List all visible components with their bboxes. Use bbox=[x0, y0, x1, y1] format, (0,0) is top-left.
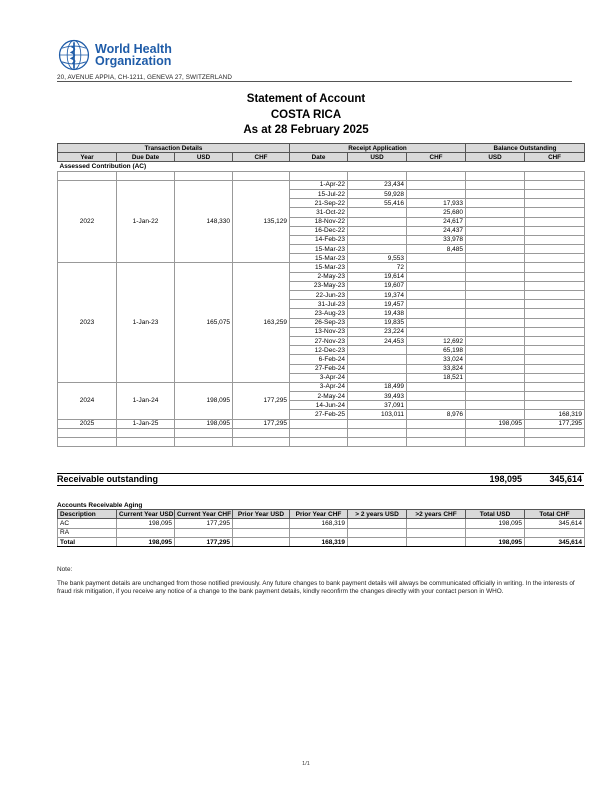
empty-cell bbox=[466, 392, 525, 401]
empty-cell bbox=[466, 281, 525, 290]
receipt-usd-cell: 19,374 bbox=[348, 291, 407, 300]
empty-cell bbox=[466, 245, 525, 254]
statement-title: Statement of Account bbox=[246, 93, 366, 105]
aging-cell: RA bbox=[58, 528, 117, 537]
receipt-chf-cell: 33,824 bbox=[407, 364, 466, 373]
empty-cell bbox=[525, 199, 585, 208]
receipt-chf-cell bbox=[407, 327, 466, 336]
receipt-usd-cell: 19,835 bbox=[348, 318, 407, 327]
balance-outstanding-header: Balance Outstanding bbox=[466, 144, 585, 153]
empty-cell bbox=[525, 263, 585, 272]
aging-total-row bbox=[58, 537, 585, 546]
empty-cell bbox=[525, 428, 585, 437]
note-text: The bank payment details are unchanged from those notified previously. Any future changes to bank payment details will always be communicated officially in writing. In the interests of fraud risk mitigation, if you receive any notice of a change to the bank payment details, kindly reconfirm the changes directly with your contact person in WHO. bbox=[57, 579, 575, 596]
receipt-date-cell: 18-Nov-22 bbox=[290, 217, 348, 226]
receipt-usd-cell: 18,499 bbox=[348, 382, 407, 391]
empty-cell bbox=[525, 189, 585, 198]
empty-cell bbox=[466, 382, 525, 391]
receipt-date-cell: 2-May-24 bbox=[290, 392, 348, 401]
balance-usd-cell bbox=[466, 254, 525, 263]
empty-cell bbox=[466, 318, 525, 327]
receipt-usd-cell: 72 bbox=[348, 263, 407, 272]
aging-title: Accounts Receivable Aging bbox=[57, 502, 143, 509]
empty-cell bbox=[525, 208, 585, 217]
empty-cell bbox=[466, 208, 525, 217]
aging-cell bbox=[117, 528, 175, 537]
receipt-date-cell: 16-Dec-22 bbox=[290, 226, 348, 235]
receipt-usd-cell: 19,438 bbox=[348, 309, 407, 318]
receipt-date-cell: 31-Oct-22 bbox=[290, 208, 348, 217]
col-header: USD bbox=[348, 153, 407, 162]
receipt-date-cell: 31-Jul-23 bbox=[290, 300, 348, 309]
empty-cell bbox=[525, 245, 585, 254]
empty-cell bbox=[290, 171, 348, 180]
spacer-row bbox=[58, 428, 585, 437]
receipt-usd-cell: 9,553 bbox=[348, 254, 407, 263]
empty-cell bbox=[525, 300, 585, 309]
table-row bbox=[58, 180, 585, 189]
country-name: COSTA RICA bbox=[270, 108, 342, 121]
empty-cell bbox=[525, 217, 585, 226]
note-block bbox=[57, 566, 583, 597]
due-date-cell: 1-Jan-22 bbox=[117, 180, 175, 263]
empty-cell bbox=[525, 180, 585, 189]
year-cell: 2022 bbox=[58, 180, 117, 263]
aging-col-header: Total CHF bbox=[525, 510, 585, 519]
receivable-chf: 345,614 bbox=[549, 474, 582, 484]
aging-total-cell: 168,319 bbox=[290, 537, 348, 546]
empty-cell bbox=[525, 346, 585, 355]
section-row bbox=[58, 162, 585, 171]
receipt-usd-cell bbox=[348, 355, 407, 364]
who-logo bbox=[57, 38, 172, 72]
aging-cell bbox=[407, 528, 466, 537]
empty-cell bbox=[466, 180, 525, 189]
aging-total-cell: 198,095 bbox=[466, 537, 525, 546]
empty-cell bbox=[466, 336, 525, 345]
receipt-chf-cell bbox=[407, 401, 466, 410]
assessed-chf-cell: 163,259 bbox=[233, 263, 290, 382]
empty-cell bbox=[466, 199, 525, 208]
receipt-date-cell: 12-Dec-23 bbox=[290, 346, 348, 355]
empty-cell bbox=[525, 382, 585, 391]
receipt-usd-cell bbox=[348, 245, 407, 254]
receipt-date-cell: 23-Aug-23 bbox=[290, 309, 348, 318]
due-date-cell: 1-Jan-23 bbox=[117, 263, 175, 382]
statement-title-block bbox=[0, 92, 612, 139]
due-date-cell: 1-Jan-25 bbox=[117, 419, 175, 428]
empty-cell bbox=[525, 171, 585, 180]
col-header: Year bbox=[58, 153, 117, 162]
empty-cell bbox=[525, 438, 585, 447]
aging-col-header: Description bbox=[58, 510, 117, 519]
receipt-chf-cell bbox=[407, 382, 466, 391]
col-header: CHF bbox=[525, 153, 585, 162]
receipt-chf-cell: 8,976 bbox=[407, 410, 466, 419]
receipt-date-cell: 23-May-23 bbox=[290, 281, 348, 290]
group-header-row bbox=[58, 144, 585, 153]
receipt-usd-cell: 39,493 bbox=[348, 392, 407, 401]
empty-cell bbox=[175, 438, 233, 447]
receipt-usd-cell bbox=[348, 217, 407, 226]
assessed-chf-cell: 135,129 bbox=[233, 180, 290, 263]
receipt-chf-cell bbox=[407, 281, 466, 290]
empty-cell bbox=[117, 438, 175, 447]
empty-cell bbox=[117, 428, 175, 437]
empty-cell bbox=[466, 346, 525, 355]
col-header: CHF bbox=[233, 153, 290, 162]
aging-cell bbox=[348, 528, 407, 537]
receipt-chf-cell bbox=[407, 263, 466, 272]
assessed-usd-cell: 165,075 bbox=[175, 263, 233, 382]
empty-cell bbox=[525, 291, 585, 300]
balance-chf-cell: 177,295 bbox=[525, 419, 585, 428]
aging-col-header: Prior Year USD bbox=[233, 510, 290, 519]
balance-chf-cell bbox=[525, 254, 585, 263]
empty-cell bbox=[466, 171, 525, 180]
note-label: Note: bbox=[57, 566, 73, 573]
receipt-usd-cell bbox=[348, 364, 407, 373]
receipt-date-cell: 27-Feb-25 bbox=[290, 410, 348, 419]
empty-cell bbox=[58, 438, 117, 447]
receipt-date-cell: 15-Mar-23 bbox=[290, 254, 348, 263]
who-emblem-icon bbox=[57, 38, 91, 72]
empty-cell bbox=[466, 327, 525, 336]
aging-cell bbox=[407, 519, 466, 528]
empty-cell bbox=[466, 291, 525, 300]
empty-cell bbox=[348, 428, 407, 437]
receipt-usd-cell: 55,416 bbox=[348, 199, 407, 208]
receipt-date-cell: 22-Jun-23 bbox=[290, 291, 348, 300]
aging-cell bbox=[233, 519, 290, 528]
aging-total-cell bbox=[407, 537, 466, 546]
receipt-chf-cell bbox=[407, 291, 466, 300]
aging-total-cell bbox=[348, 537, 407, 546]
col-header: USD bbox=[466, 153, 525, 162]
aging-total-cell: 345,614 bbox=[525, 537, 585, 546]
empty-cell bbox=[233, 171, 290, 180]
empty-cell bbox=[466, 263, 525, 272]
receipt-date-cell: 27-Nov-23 bbox=[290, 336, 348, 345]
aging-row bbox=[58, 519, 585, 528]
receipt-chf-cell: 24,437 bbox=[407, 226, 466, 235]
aging-total-cell: 198,095 bbox=[117, 537, 175, 546]
empty-cell bbox=[525, 364, 585, 373]
aging-header-row bbox=[58, 510, 585, 519]
transaction-details-header: Transaction Details bbox=[58, 144, 290, 153]
empty-cell bbox=[348, 438, 407, 447]
spacer-row bbox=[58, 171, 585, 180]
aging-total-cell: Total bbox=[58, 537, 117, 546]
table-row bbox=[58, 382, 585, 391]
statement-table bbox=[57, 143, 585, 447]
receipt-chf-cell: 18,521 bbox=[407, 373, 466, 382]
empty-cell bbox=[525, 355, 585, 364]
empty-cell bbox=[58, 171, 117, 180]
empty-cell bbox=[466, 217, 525, 226]
balance-usd-cell bbox=[466, 373, 525, 382]
receipt-date-cell bbox=[290, 419, 348, 428]
empty-cell bbox=[466, 364, 525, 373]
receipt-date-cell: 14-Feb-23 bbox=[290, 235, 348, 244]
receipt-date-cell: 15-Jul-22 bbox=[290, 189, 348, 198]
empty-cell bbox=[525, 401, 585, 410]
receipt-chf-cell: 25,680 bbox=[407, 208, 466, 217]
aging-cell: AC bbox=[58, 519, 117, 528]
receipt-usd-cell: 103,011 bbox=[348, 410, 407, 419]
empty-cell bbox=[407, 438, 466, 447]
aging-cell bbox=[348, 519, 407, 528]
receipt-usd-cell: 23,434 bbox=[348, 180, 407, 189]
aging-col-header: Current Year CHF bbox=[175, 510, 233, 519]
aging-cell: 177,295 bbox=[175, 519, 233, 528]
receipt-usd-cell: 23,224 bbox=[348, 327, 407, 336]
year-cell: 2025 bbox=[58, 419, 117, 428]
balance-chf-cell bbox=[525, 373, 585, 382]
receipt-chf-cell bbox=[407, 254, 466, 263]
balance-usd-cell: 198,095 bbox=[466, 419, 525, 428]
aging-cell bbox=[466, 528, 525, 537]
table-row bbox=[58, 419, 585, 428]
receivable-usd: 198,095 bbox=[489, 474, 522, 484]
receipt-usd-cell bbox=[348, 419, 407, 428]
receipt-chf-cell: 8,485 bbox=[407, 245, 466, 254]
receipt-usd-cell: 59,928 bbox=[348, 189, 407, 198]
receipt-date-cell: 15-Mar-23 bbox=[290, 245, 348, 254]
aging-cell bbox=[290, 528, 348, 537]
who-wordmark: World Health Organization bbox=[95, 42, 172, 68]
receipt-date-cell: 2-May-23 bbox=[290, 272, 348, 281]
receipt-chf-cell: 12,692 bbox=[407, 336, 466, 345]
receipt-usd-cell bbox=[348, 373, 407, 382]
aging-cell: 168,319 bbox=[290, 519, 348, 528]
receipt-application-header: Receipt Application bbox=[290, 144, 466, 153]
empty-cell bbox=[466, 401, 525, 410]
receipt-chf-cell: 24,617 bbox=[407, 217, 466, 226]
empty-cell bbox=[58, 428, 117, 437]
receipt-usd-cell bbox=[348, 346, 407, 355]
receipt-chf-cell bbox=[407, 300, 466, 309]
aging-total-cell: 177,295 bbox=[175, 537, 233, 546]
aging-col-header: > 2 years USD bbox=[348, 510, 407, 519]
empty-cell bbox=[466, 309, 525, 318]
receipt-chf-cell: 65,198 bbox=[407, 346, 466, 355]
receipt-chf-cell bbox=[407, 189, 466, 198]
assessed-usd-cell: 148,330 bbox=[175, 180, 233, 263]
empty-cell bbox=[525, 235, 585, 244]
spacer-row bbox=[58, 438, 585, 447]
empty-cell bbox=[525, 272, 585, 281]
receipt-date-cell: 15-Mar-23 bbox=[290, 263, 348, 272]
org-address: 20, AVENUE APPIA, CH-1211, GENEVA 27, SWITZERLAND bbox=[57, 74, 232, 81]
receipt-chf-cell bbox=[407, 419, 466, 428]
receipt-usd-cell: 19,457 bbox=[348, 300, 407, 309]
empty-cell bbox=[466, 189, 525, 198]
col-header: CHF bbox=[407, 153, 466, 162]
aging-cell bbox=[175, 528, 233, 537]
empty-cell bbox=[525, 309, 585, 318]
empty-cell bbox=[466, 235, 525, 244]
empty-cell bbox=[117, 171, 175, 180]
empty-cell bbox=[525, 281, 585, 290]
col-header: Date bbox=[290, 153, 348, 162]
receipt-date-cell: 3-Apr-24 bbox=[290, 373, 348, 382]
aging-cell: 345,614 bbox=[525, 519, 585, 528]
page-number: 1/1 bbox=[302, 761, 310, 767]
empty-cell bbox=[466, 300, 525, 309]
empty-cell bbox=[290, 428, 348, 437]
empty-cell bbox=[233, 438, 290, 447]
header-divider bbox=[57, 81, 572, 82]
balance-chf-cell: 168,319 bbox=[525, 410, 585, 419]
receivable-label: Receivable outstanding bbox=[57, 474, 159, 484]
receipt-date-cell: 21-Sep-22 bbox=[290, 199, 348, 208]
receipt-date-cell: 27-Feb-24 bbox=[290, 364, 348, 373]
year-cell: 2023 bbox=[58, 263, 117, 382]
empty-cell bbox=[466, 438, 525, 447]
receipt-date-cell: 1-Apr-22 bbox=[290, 180, 348, 189]
assessed-chf-cell: 177,295 bbox=[233, 419, 290, 428]
receipt-chf-cell: 33,978 bbox=[407, 235, 466, 244]
receipt-chf-cell bbox=[407, 392, 466, 401]
assessed-usd-cell: 198,095 bbox=[175, 382, 233, 419]
assessed-usd-cell: 198,095 bbox=[175, 419, 233, 428]
receipt-usd-cell: 37,091 bbox=[348, 401, 407, 410]
due-date-cell: 1-Jan-24 bbox=[117, 382, 175, 419]
receipt-chf-cell bbox=[407, 309, 466, 318]
receipt-date-cell: 3-Apr-24 bbox=[290, 382, 348, 391]
empty-cell bbox=[525, 336, 585, 345]
receipt-usd-cell bbox=[348, 226, 407, 235]
receipt-date-cell: 6-Feb-24 bbox=[290, 355, 348, 364]
aging-col-header: Total USD bbox=[466, 510, 525, 519]
empty-cell bbox=[466, 428, 525, 437]
empty-cell bbox=[407, 171, 466, 180]
empty-cell bbox=[175, 428, 233, 437]
aging-total-cell bbox=[233, 537, 290, 546]
section-label: Assessed Contribution (AC) bbox=[58, 162, 585, 171]
receipt-date-cell: 13-Nov-23 bbox=[290, 327, 348, 336]
receipt-chf-cell: 33,024 bbox=[407, 355, 466, 364]
aging-col-header: >2 years CHF bbox=[407, 510, 466, 519]
balance-usd-cell bbox=[466, 410, 525, 419]
receipt-chf-cell bbox=[407, 272, 466, 281]
receipt-usd-cell bbox=[348, 208, 407, 217]
column-header-row bbox=[58, 153, 585, 162]
empty-cell bbox=[348, 171, 407, 180]
aging-table bbox=[57, 509, 585, 547]
year-cell: 2024 bbox=[58, 382, 117, 419]
empty-cell bbox=[466, 272, 525, 281]
assessed-chf-cell: 177,295 bbox=[233, 382, 290, 419]
aging-cell: 198,095 bbox=[117, 519, 175, 528]
receipt-usd-cell: 19,607 bbox=[348, 281, 407, 290]
col-header: Due Date bbox=[117, 153, 175, 162]
receipt-usd-cell: 24,453 bbox=[348, 336, 407, 345]
col-header: USD bbox=[175, 153, 233, 162]
empty-cell bbox=[525, 392, 585, 401]
empty-cell bbox=[233, 428, 290, 437]
empty-cell bbox=[466, 226, 525, 235]
statement-date: As at 28 February 2025 bbox=[243, 124, 369, 136]
empty-cell bbox=[407, 428, 466, 437]
empty-cell bbox=[525, 327, 585, 336]
empty-cell bbox=[525, 318, 585, 327]
empty-cell bbox=[466, 355, 525, 364]
receipt-date-cell: 14-Jun-24 bbox=[290, 401, 348, 410]
receivable-outstanding-row bbox=[57, 473, 584, 486]
table-row bbox=[58, 263, 585, 272]
receipt-usd-cell bbox=[348, 235, 407, 244]
aging-cell bbox=[233, 528, 290, 537]
receipt-usd-cell: 19,614 bbox=[348, 272, 407, 281]
receipt-date-cell: 26-Sep-23 bbox=[290, 318, 348, 327]
aging-row bbox=[58, 528, 585, 537]
aging-col-header: Current Year USD bbox=[117, 510, 175, 519]
receipt-chf-cell: 17,933 bbox=[407, 199, 466, 208]
empty-cell bbox=[525, 226, 585, 235]
aging-col-header: Prior Year CHF bbox=[290, 510, 348, 519]
aging-cell: 198,095 bbox=[466, 519, 525, 528]
empty-cell bbox=[175, 171, 233, 180]
empty-cell bbox=[290, 438, 348, 447]
aging-cell bbox=[525, 528, 585, 537]
receipt-chf-cell bbox=[407, 318, 466, 327]
receipt-chf-cell bbox=[407, 180, 466, 189]
